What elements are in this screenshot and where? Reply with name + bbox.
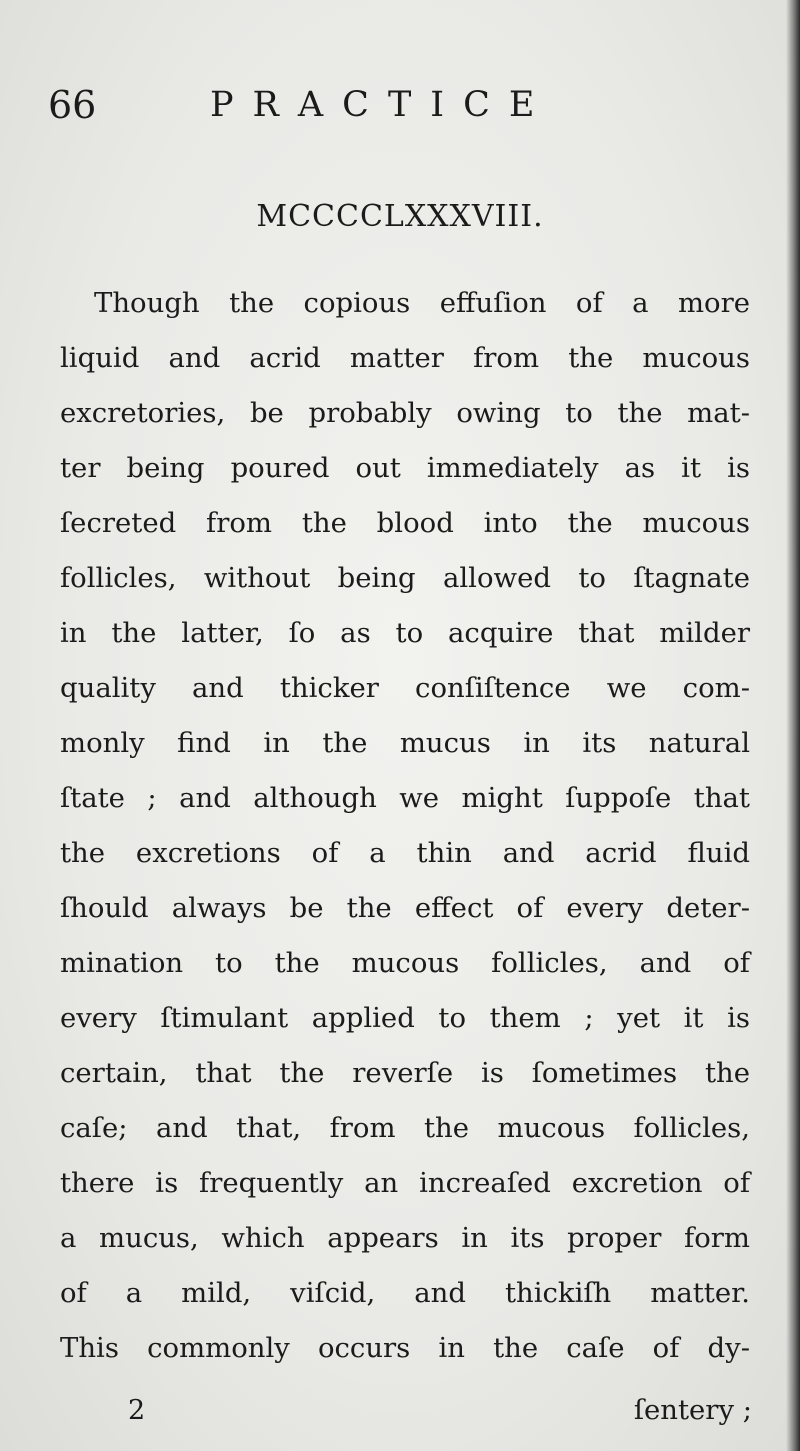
text-line: there is frequently an increaſed excretion of bbox=[60, 1167, 750, 1199]
text-line: follicles, without being allowed to ſtagnate bbox=[60, 562, 750, 594]
text-line: This commonly occurs in the caſe of dy- bbox=[60, 1332, 750, 1364]
text-line: caſe; and that, from the mucous follicles, bbox=[60, 1112, 750, 1144]
catchword: ſentery ; bbox=[633, 1394, 752, 1426]
text-line: liquid and acrid matter from the mucous bbox=[60, 342, 750, 374]
signature-mark: 2 bbox=[128, 1395, 146, 1426]
text-line: ſhould always be the effect of every deter- bbox=[60, 892, 750, 924]
text-line: quality and thicker conſiſtence we com- bbox=[60, 672, 750, 704]
text-line: a mucus, which appears in its proper form bbox=[60, 1222, 750, 1254]
page-header bbox=[48, 80, 748, 130]
text-line: excretories, be probably owing to the mat- bbox=[60, 397, 750, 429]
running-head: PRACTICE bbox=[210, 85, 554, 125]
page-number: 66 bbox=[48, 83, 97, 127]
text-line: Though the copious effuſion of a more bbox=[94, 287, 750, 319]
text-line: the excretions of a thin and acrid fluid bbox=[60, 837, 750, 869]
text-line: mination to the mucous follicles, and of bbox=[60, 947, 750, 979]
text-line: monly find in the mucus in its natural bbox=[60, 727, 750, 759]
text-line: every ſtimulant applied to them ; yet it is bbox=[60, 1002, 750, 1034]
text-line: certain, that the reverſe is ſometimes the bbox=[60, 1057, 750, 1089]
text-line: ſtate ; and although we might ſuppoſe that bbox=[60, 782, 750, 814]
text-line: of a mild, viſcid, and thickiſh matter. bbox=[60, 1277, 750, 1309]
page-footer bbox=[0, 1383, 800, 1438]
text-line: ſecreted from the blood into the mucous bbox=[60, 507, 750, 539]
section-heading: MCCCCLXXXVIII. bbox=[256, 199, 544, 234]
text-line: in the latter, ſo as to acquire that milder bbox=[60, 617, 750, 649]
body-text bbox=[60, 276, 750, 1376]
text-line: ter being poured out immediately as it is bbox=[60, 452, 750, 484]
